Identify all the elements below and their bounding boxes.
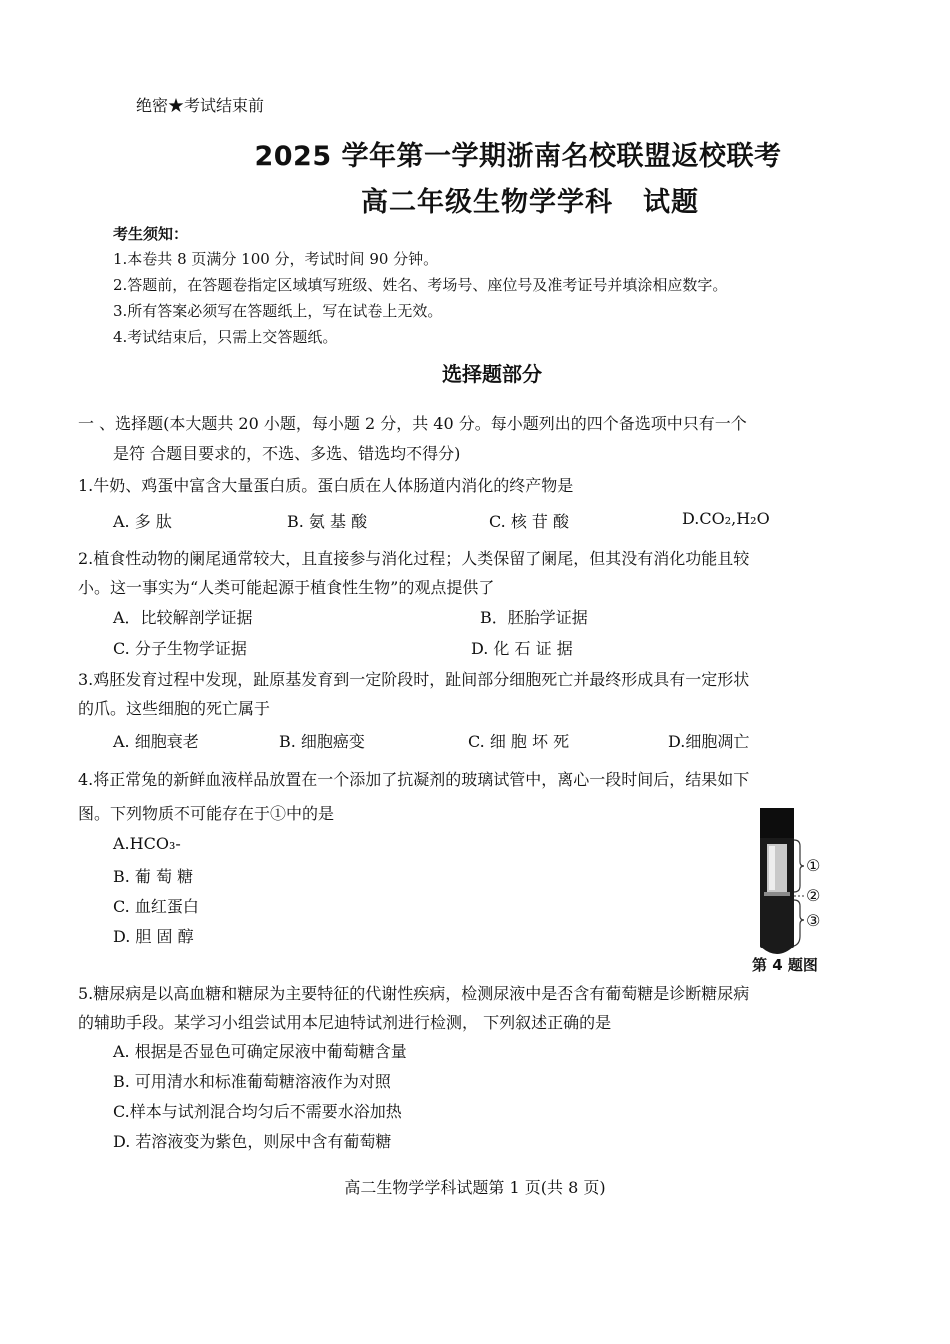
question-1-option-b: B. 氨 基 酸 [287, 512, 368, 531]
page-footer: 高二生物学学科试题第 1 页(共 8 页) [344, 1178, 606, 1197]
layer-1-label: ① [806, 856, 821, 875]
test-tube-illustration [748, 800, 868, 980]
question-3-option-c: C. 细 胞 坏 死 [468, 732, 570, 751]
question-4-option-a: A.HCO₃- [113, 834, 181, 853]
question-5-stem: 的辅助手段。某学习小组尝试用本尼迪特试剂进行检测， 下列叙述正确的是 [78, 1013, 612, 1032]
question-1-option-d: D.CO₂,H₂O [682, 509, 770, 528]
question-1-option-a: A. 多 肽 [113, 512, 172, 531]
question-5-option-b: B. 可用清水和标准葡萄糖溶液作为对照 [113, 1072, 391, 1091]
exam-title: 2025 学年第一学期浙南名校联盟返校联考 [254, 141, 782, 172]
question-4-option-b: B. 葡 萄 糖 [113, 867, 194, 886]
subtitle-suffix: 试题 [643, 187, 699, 218]
subtitle-subject: 高二年级生物学学科 [361, 187, 613, 218]
question-2-option-a: A．比较解剖学证据 [113, 608, 253, 627]
question-3-option-b: B. 细胞癌变 [279, 732, 365, 751]
question-2-option-b: B．胚胎学证据 [480, 608, 588, 627]
tube-cap [760, 808, 794, 838]
layer-2-label: ② [806, 886, 821, 905]
question-4-stem: 4.将正常兔的新鲜血液样品放置在一个添加了抗凝剂的玻璃试管中，离心一段时间后，结果如下 [78, 770, 750, 789]
test-tube-figure [748, 800, 868, 980]
layer-1-brace [794, 840, 804, 892]
figure-caption: 第 4 题图 [752, 956, 818, 974]
question-5-stem: 5.糖尿病是以高血糖和糖尿为主要特征的代谢性疾病，检测尿液中是否含有葡萄糖是诊断糖尿病 [78, 984, 750, 1003]
instructions-line: 是符 合题目要求的，不选、多选、错选均不得分) [113, 444, 461, 463]
question-5-option-d: D. 若溶液变为紫色，则尿中含有葡萄糖 [113, 1132, 392, 1151]
instructions-line: 一 、选择题(本大题共 20 小题，每小题 2 分，共 40 分。每小题列出的四个备选项中只有一个 [78, 414, 747, 433]
buffy-coat-layer [764, 892, 790, 896]
notice-item: 3.所有答案必须写在答题纸上，写在试卷上无效。 [113, 302, 443, 320]
question-3-stem: 3.鸡胚发育过程中发现，趾原基发育到一定阶段时，趾间部分细胞死亡并最终形成具有一定形状 [78, 670, 750, 689]
question-2-option-c: C. 分子生物学证据 [113, 639, 247, 658]
exam-subtitle [361, 180, 699, 219]
question-3-stem: 的爪。这些细胞的死亡属于 [78, 699, 271, 718]
section-title: 选择题部分 [442, 362, 542, 386]
tube-highlight [769, 846, 775, 890]
notice-heading: 考生须知： [113, 225, 189, 243]
question-4-option-c: C. 血红蛋白 [113, 897, 199, 916]
question-5-option-c: C.样本与试剂混合均匀后不需要水浴加热 [113, 1102, 402, 1121]
notice-item: 4.考试结束后，只需上交答题纸。 [113, 328, 338, 346]
tube-bottom [760, 940, 794, 954]
question-4-stem: 图。下列物质不可能存在于①中的是 [78, 804, 335, 823]
question-5-option-a: A. 根据是否显色可确定尿液中葡萄糖含量 [113, 1042, 407, 1061]
layer-3-label: ③ [806, 911, 821, 930]
question-1-stem: 1.牛奶、鸡蛋中富含大量蛋白质。蛋白质在人体肠道内消化的终产物是 [78, 476, 574, 495]
layer-3-brace [794, 900, 804, 946]
question-2-stem: 2.植食性动物的阑尾通常较大，且直接参与消化过程；人类保留了阑尾，但其没有消化功能且较 [78, 549, 750, 568]
confidential-mark: 绝密★考试结束前 [136, 96, 265, 115]
question-2-option-d: D. 化 石 证 据 [471, 639, 573, 658]
notice-item: 1.本卷共 8 页满分 100 分，考试时间 90 分钟。 [113, 250, 439, 268]
question-2-stem: 小。这一事实为“人类可能起源于植食性生物”的观点提供了 [78, 578, 495, 597]
question-1-option-c: C. 核 苷 酸 [489, 512, 570, 531]
question-3-option-a: A. 细胞衰老 [113, 732, 199, 751]
question-4-option-d: D. 胆 固 醇 [113, 927, 194, 946]
notice-item: 2.答题前，在答题卷指定区域填写班级、姓名、考场号、座位号及准考证号并填涂相应数字。 [113, 276, 728, 294]
question-3-option-d: D.细胞凋亡 [668, 732, 750, 751]
